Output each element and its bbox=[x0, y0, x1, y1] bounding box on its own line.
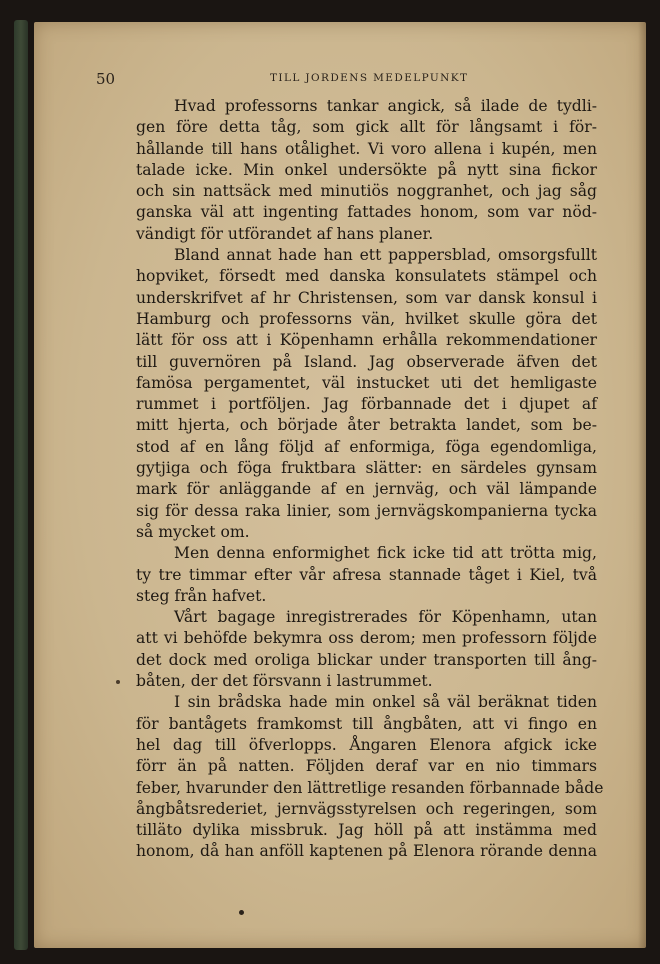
text-line: till guvernören på Island. Jag observerade äfven det bbox=[136, 352, 597, 371]
text-line: så mycket om. bbox=[136, 522, 250, 541]
page-number: 50 bbox=[96, 70, 116, 88]
text-line: och sin nattsäck med minutiös noggranhet, och jag såg bbox=[136, 182, 597, 201]
text-line: stod af en lång följd af enformiga, föga egendomliga, bbox=[136, 437, 597, 456]
text-line: underskrifvet af hr Christensen, som var dansk konsul i bbox=[136, 288, 597, 307]
text-line: steg från hafvet. bbox=[136, 586, 267, 605]
text-line: rummet i portföljen. Jag förbannade det i djupet af bbox=[136, 395, 597, 414]
text-line: lätt för oss att i Köpenhamn erhålla rekommendationer bbox=[136, 331, 597, 350]
text-line: famösa pergamentet, väl instucket uti det hemligaste bbox=[136, 373, 597, 392]
text-line: vändigt för utförandet af hans planer. bbox=[136, 224, 434, 243]
text-line: hållande till hans otålighet. Vi voro allena i kupén, men bbox=[136, 139, 597, 158]
text-line: ganska väl att ingenting fattades honom, som var nöd- bbox=[136, 203, 597, 222]
text-line: att vi behöfde bekymra oss derom; men professorn följde bbox=[136, 629, 597, 648]
text-line: Men denna enformighet fick icke tid att trötta mig, bbox=[174, 544, 597, 563]
text-line: tilläto dylika missbruk. Jag höll på att instämma med bbox=[136, 821, 597, 840]
text-line: Hvad professorns tankar angick, så ilade de tydli- bbox=[174, 97, 597, 115]
text-line: talade icke. Min onkel undersökte på nytt sina fickor bbox=[136, 160, 597, 179]
body-text bbox=[136, 96, 604, 863]
text-line: Bland annat hade han ett pappersblad, omsorgsfullt bbox=[174, 246, 597, 265]
text-line: sig för dessa raka linier, som jernvägskompanierna tycka bbox=[136, 501, 597, 520]
bottom-mark bbox=[239, 910, 244, 915]
text-line: det dock med oroliga blickar under transporten till ång- bbox=[136, 650, 597, 669]
text-line: förr än på natten. Följden deraf var en nio timmars bbox=[136, 757, 597, 776]
text-line: båten, der det försvann i lastrummet. bbox=[136, 672, 433, 691]
text-line: ty tre timmar efter vår afresa stannade tåget i Kiel, två bbox=[136, 565, 597, 584]
text-line: Vårt bagage inregistrerades för Köpenhamn, utan bbox=[174, 608, 597, 627]
text-line: ångbåtsrederiet, jernvägsstyrelsen och regeringen, som bbox=[136, 799, 597, 818]
book-spine bbox=[14, 20, 28, 950]
text-line: Hamburg och professorns vän, hvilket skulle göra det bbox=[136, 309, 597, 328]
text-line: gytjiga och föga fruktbara slätter: en särdeles gynsam bbox=[136, 459, 597, 478]
text-line: mitt hjerta, och började åter betrakta landet, som be- bbox=[136, 416, 597, 435]
text-line: hopviket, försedt med danska konsulatets stämpel och bbox=[136, 267, 597, 286]
page-edge-shadow bbox=[638, 22, 646, 948]
text-line: för bantågets framkomst till ångbåten, att vi fingo en bbox=[136, 714, 597, 733]
text-line: gen före detta tåg, som gick allt för långsamt i för- bbox=[136, 118, 597, 137]
text-line: feber, hvarunder den lättretlige resanden förbannade både bbox=[136, 778, 604, 797]
text-line: hel dag till öfverlopps. Ångaren Elenora afgick icke bbox=[136, 735, 597, 754]
running-head: TILL JORDENS MEDELPUNKT bbox=[270, 72, 469, 84]
margin-mark bbox=[116, 680, 120, 684]
text-line: honom, då han anföll kaptenen på Elenora rörande denna bbox=[136, 842, 597, 861]
text-line: mark för anläggande af en jernväg, och väl lämpande bbox=[136, 480, 597, 499]
text-line: I sin brådska hade min onkel så väl beräknat tiden bbox=[174, 693, 597, 712]
